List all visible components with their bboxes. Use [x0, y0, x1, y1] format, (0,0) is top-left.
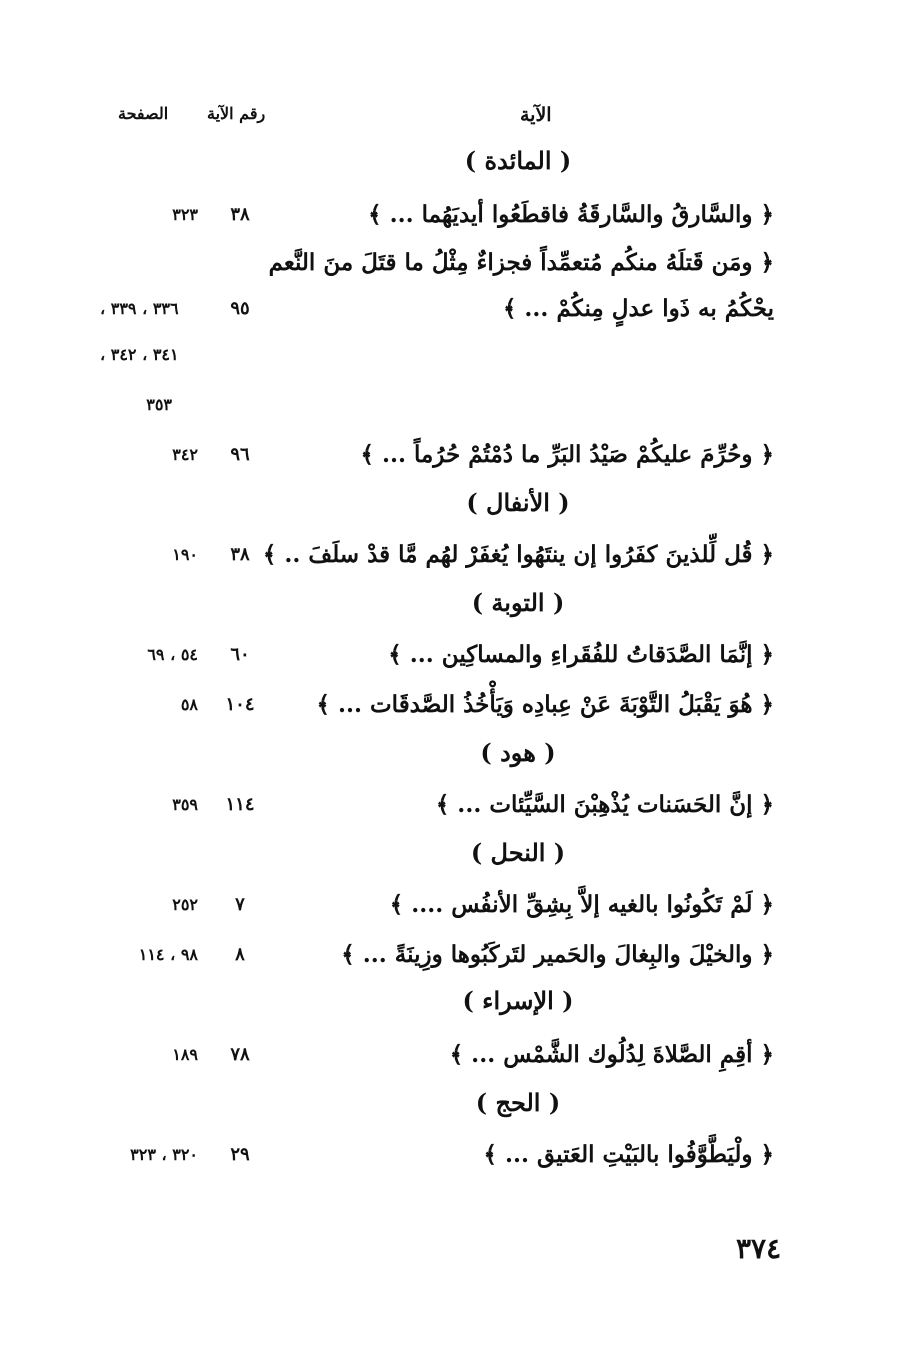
page-refs: ٥٨	[180, 695, 198, 714]
verse-text-line-2: يحْكُمُ به ذَوا عدلٍ مِنكُمْ ... ﴾	[502, 295, 774, 322]
ayah-number: ٣٨	[230, 204, 250, 225]
verse-text: ﴿ إنَّمَا الصَّدَقاتُ للفُقَراءِ والمساكِين ... ﴾	[388, 641, 774, 668]
page-refs: ٣٥٩	[172, 795, 198, 814]
ayah-number: ٢٩	[230, 1144, 250, 1165]
page-refs: ٣٤٢	[172, 445, 198, 464]
page-refs: ٥٤ ، ٦٩	[147, 645, 198, 664]
verse-text: ﴿ والخيْلَ والبِغالَ والحَمير لتَركَبُوها وزِينَةً ... ﴾	[341, 941, 774, 968]
index-row	[0, 430, 916, 480]
surah-heading-hajj: ( الحج )	[475, 1088, 561, 1117]
page-refs-continued	[0, 330, 916, 380]
ayah-number: ٧	[235, 894, 245, 915]
page-refs: ١٨٩	[172, 1045, 198, 1064]
page-column-header: الصفحة	[118, 104, 169, 123]
page-refs: ٣٣٦ ، ٣٣٩ ،	[100, 299, 179, 318]
verse-text: ﴿ هُوَ يَقْبَلُ التَّوْبَةَ عَنْ عِبادِه وَيَأْخُذُ الصَّدقَات ... ﴾	[316, 691, 774, 718]
index-row	[0, 780, 916, 830]
page-number: ٣٧٤	[736, 1232, 782, 1265]
surah-heading-nahl: ( النحل )	[470, 838, 566, 867]
index-row	[0, 680, 916, 730]
verse-text: ﴿ أقِمِ الصَّلاةَ لِدُلُوك الشَّمْس ... ﴾	[449, 1041, 774, 1068]
page-refs-continued	[0, 380, 916, 430]
verse-text: ﴿ إنَّ الحَسَنات يُذْهِبْنَ السَّيِّئات ... ﴾	[435, 791, 774, 818]
ayah-number: ١١٤	[225, 794, 255, 815]
verse-text: ﴿ لَمْ تَكُونُوا بالغيه إلاَّ بِشِقِّ الأنفُس .... ﴾	[389, 891, 774, 918]
surah-heading-isra: ( الإسراء )	[462, 986, 574, 1015]
ayah-number: ٦٠	[230, 644, 250, 665]
verse-text-line-1: ﴿ ومَن قَتلَهُ منكُم مُتعمِّداً فجزاءٌ مِثْلُ ما قتَلَ منَ النَّعم	[268, 249, 774, 276]
surah-heading-hud: ( هود )	[480, 738, 556, 767]
index-row	[0, 630, 916, 680]
ayah-number: ٧٨	[230, 1044, 250, 1065]
index-row	[0, 1130, 916, 1180]
page-refs: ٣٢٣	[172, 205, 198, 224]
surah-heading-tawba: ( التوبة )	[471, 588, 565, 617]
index-row	[0, 1030, 916, 1080]
page-refs: ٩٨ ، ١١٤	[138, 945, 198, 964]
index-row-multiline	[0, 238, 916, 288]
page-refs: ١٩٠	[172, 545, 198, 564]
verse-text: ﴿ والسَّارقُ والسَّارقَةُ فاقطَعُوا أيديَهُما ... ﴾	[368, 201, 774, 228]
verse-text: ﴿ قُل لِّلذينَ كفَرُوا إن ينتَهُوا يُغفَرْ لهُم مَّا قدْ سلَفَ .. ﴾	[262, 541, 774, 568]
page-refs: ٣٤١ ، ٣٤٢ ،	[100, 345, 179, 364]
index-row	[0, 190, 916, 240]
verse-column-header: الآية	[520, 104, 552, 126]
index-row	[0, 880, 916, 930]
verse-text: ﴿ ولْيَطَّوَّفُوا بالبَيْتِ العَتيق ... ﴾	[483, 1141, 774, 1168]
index-row-continued	[0, 284, 916, 334]
ayah-number: ١٠٤	[225, 694, 255, 715]
ayah-number: ٣٨	[230, 544, 250, 565]
surah-heading-maida: ( المائدة )	[464, 146, 572, 175]
page-refs: ٣٢٠ ، ٣٢٣	[130, 1145, 198, 1164]
ayah-number-column-header: رقم الآية	[207, 104, 266, 123]
verse-text: ﴿ وحُرِّمَ عليكُمْ صَيْدُ البَرِّ ما دُمْتُمْ حُرُماً ... ﴾	[360, 441, 774, 468]
ayah-number: ٨	[235, 944, 245, 965]
page-refs: ٢٥٢	[172, 895, 198, 914]
ayah-number: ٩٥	[230, 298, 250, 319]
page-refs: ٣٥٣	[146, 395, 172, 414]
index-row	[0, 930, 916, 980]
index-row	[0, 530, 916, 580]
surah-heading-anfal: ( الأنفال )	[466, 488, 570, 517]
ayah-number: ٩٦	[230, 444, 250, 465]
